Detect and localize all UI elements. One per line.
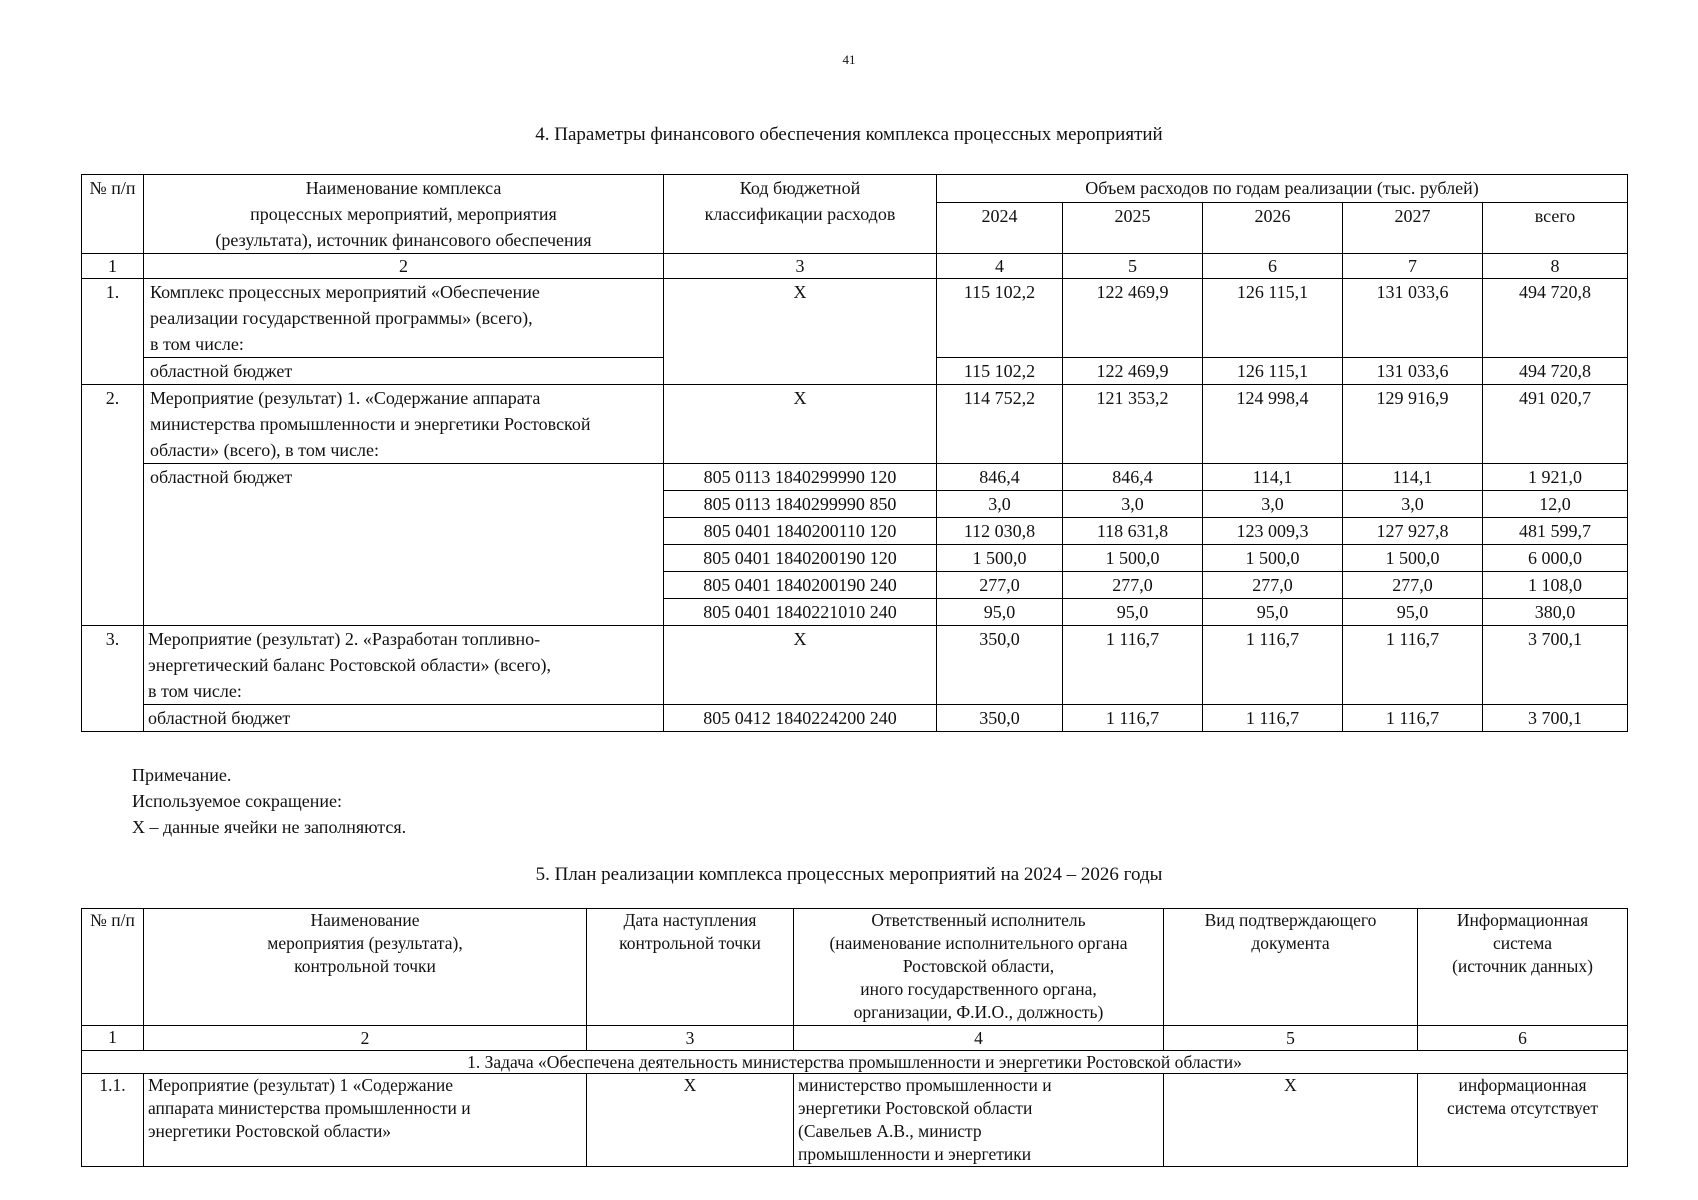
cell-value: 1 500,0 xyxy=(1203,545,1343,572)
cell-value: 95,0 xyxy=(1063,599,1203,626)
budget-code: 805 0401 1840221010 240 xyxy=(664,599,937,626)
row-name xyxy=(144,279,664,358)
row-name-line: аппарата министерства промышленности и xyxy=(148,1098,471,1118)
header-name-line: (результата), источник финансового обеспечения xyxy=(215,230,592,250)
row-name-line: Мероприятие (результат) 2. «Разработан топливно- xyxy=(148,629,541,649)
header-line: Дата наступления xyxy=(623,910,757,930)
cell-value: 277,0 xyxy=(937,572,1063,599)
header-year-2025: 2025 xyxy=(1063,203,1203,254)
cell-value: 3 700,1 xyxy=(1483,705,1628,732)
cell-value: 491 020,7 xyxy=(1483,385,1628,464)
cell-value: 114,1 xyxy=(1343,464,1483,491)
cell-value: 126 115,1 xyxy=(1203,358,1343,385)
cell-value: 114 752,2 xyxy=(937,385,1063,464)
row-num: 1. xyxy=(82,279,144,385)
cell-value: 129 916,9 xyxy=(1343,385,1483,464)
row-name-line: реализации государственной программы» (всего), xyxy=(150,308,533,328)
header-num: № п/п xyxy=(82,909,144,1026)
row-name xyxy=(144,626,664,705)
cell-value: 131 033,6 xyxy=(1343,279,1483,358)
section-4-title: 4. Параметры финансового обеспечения комплекса процессных мероприятий xyxy=(535,124,1163,145)
col-number: 4 xyxy=(937,254,1063,279)
row-info-line: информационная xyxy=(1458,1075,1587,1095)
header-line: Информационная xyxy=(1456,910,1589,930)
cell-value: 95,0 xyxy=(1343,599,1483,626)
row-name xyxy=(144,1074,587,1167)
cell-value: 114,1 xyxy=(1203,464,1343,491)
row-responsible-line: (Савельев А.В., министр xyxy=(798,1121,982,1141)
row-name-line: министерства промышленности и энергетики Ростовской xyxy=(150,414,591,434)
cell-value: 494 720,8 xyxy=(1483,279,1628,358)
cell-value: 122 469,9 xyxy=(1063,279,1203,358)
col-number: 3 xyxy=(664,254,937,279)
row-code: X xyxy=(664,385,937,464)
note-line: Х – данные ячейки не заполняются. xyxy=(132,817,407,837)
col-number: 7 xyxy=(1343,254,1483,279)
row-responsible-line: министерство промышленности и xyxy=(798,1075,1052,1095)
row-name xyxy=(144,385,664,464)
header-row xyxy=(82,175,1628,203)
table-row xyxy=(82,626,1628,705)
table-note xyxy=(132,762,406,840)
header-line: Ростовской области, xyxy=(902,956,1055,976)
header-total: всего xyxy=(1483,203,1628,254)
header-info-system xyxy=(1418,909,1628,1026)
cell-value: 123 009,3 xyxy=(1203,518,1343,545)
cell-value: 1 500,0 xyxy=(937,545,1063,572)
header-line: контрольной точки xyxy=(619,933,761,953)
task-row xyxy=(82,1051,1628,1074)
header-code xyxy=(664,175,937,254)
budget-code: 805 0401 1840200190 240 xyxy=(664,572,937,599)
cell-value: 12,0 xyxy=(1483,491,1628,518)
header-line: Ответственный исполнитель xyxy=(871,910,1086,930)
row-responsible-line: энергетики Ростовской области xyxy=(798,1098,1033,1118)
cell-value: 3 700,1 xyxy=(1483,626,1628,705)
header-line: Вид подтверждающего xyxy=(1204,910,1377,930)
header-name xyxy=(144,175,664,254)
cell-value: 3,0 xyxy=(1343,491,1483,518)
header-line: документа xyxy=(1251,933,1330,953)
row-name-line: Комплекс процессных мероприятий «Обеспечение xyxy=(150,282,540,302)
header-year-2024: 2024 xyxy=(937,203,1063,254)
cell-value: 846,4 xyxy=(937,464,1063,491)
task-title: 1. Задача «Обеспечена деятельность министерства промышленности и энергетики Ростовской области» xyxy=(82,1051,1628,1074)
cell-value: 350,0 xyxy=(937,705,1063,732)
col-number: 2 xyxy=(144,254,664,279)
cell-value: 1 108,0 xyxy=(1483,572,1628,599)
header-line: иного государственного органа, xyxy=(860,979,1097,999)
column-numbers-row xyxy=(82,1026,1628,1051)
row-name-line: Мероприятие (результат) 1 «Содержание xyxy=(148,1075,454,1095)
col-number: 5 xyxy=(1164,1026,1418,1051)
header-line: Наименование xyxy=(310,910,420,930)
header-year-2027: 2027 xyxy=(1343,203,1483,254)
note-line: Используемое сокращение: xyxy=(132,791,342,811)
header-responsible xyxy=(794,909,1164,1026)
header-code-line: классификации расходов xyxy=(704,204,896,224)
header-line: (наименование исполнительного органа xyxy=(829,933,1128,953)
col-number: 1 xyxy=(82,1026,144,1051)
header-date xyxy=(587,909,794,1026)
cell-value: 95,0 xyxy=(937,599,1063,626)
cell-value: 1 500,0 xyxy=(1343,545,1483,572)
row-document: X xyxy=(1164,1074,1418,1167)
header-name xyxy=(144,909,587,1026)
cell-value: 481 599,7 xyxy=(1483,518,1628,545)
row-code: X xyxy=(664,279,937,385)
row-info-system xyxy=(1418,1074,1628,1167)
col-number: 3 xyxy=(587,1026,794,1051)
row-name-line: энергетики Ростовской области» xyxy=(148,1121,392,1141)
row-responsible-line: промышленности и энергетики xyxy=(798,1144,1032,1164)
row-num: 3. xyxy=(82,626,144,732)
column-numbers-row xyxy=(82,254,1628,279)
row-name-line: области» (всего), в том числе: xyxy=(150,440,380,460)
cell-value: 1 116,7 xyxy=(1203,626,1343,705)
cell-value: 1 116,7 xyxy=(1063,626,1203,705)
implementation-plan-table xyxy=(81,908,1628,1167)
row-num: 1.1. xyxy=(82,1074,144,1167)
note-line: Примечание. xyxy=(132,765,232,785)
cell-value: 95,0 xyxy=(1203,599,1343,626)
table-row xyxy=(82,279,1628,358)
cell-value: 115 102,2 xyxy=(937,279,1063,358)
cell-value: 122 469,9 xyxy=(1063,358,1203,385)
cell-value: 350,0 xyxy=(937,626,1063,705)
col-number: 5 xyxy=(1063,254,1203,279)
cell-value: 126 115,1 xyxy=(1203,279,1343,358)
row-name-line: энергетический баланс Ростовской области» (всего), xyxy=(148,655,552,675)
budget-code: 805 0412 1840224200 240 xyxy=(664,705,937,732)
header-line: мероприятия (результата), xyxy=(267,933,463,953)
budget-code: 805 0401 1840200110 120 xyxy=(664,518,937,545)
row-name-line: в том числе: xyxy=(150,334,244,354)
cell-value: 3,0 xyxy=(1063,491,1203,518)
header-name-line: Наименование комплекса xyxy=(305,178,502,198)
cell-value: 124 998,4 xyxy=(1203,385,1343,464)
row-num: 2. xyxy=(82,385,144,626)
row-date: X xyxy=(587,1074,794,1167)
cell-value: 1 116,7 xyxy=(1343,705,1483,732)
row-responsible xyxy=(794,1074,1164,1167)
header-volume: Объем расходов по годам реализации (тыс. рублей) xyxy=(937,175,1628,203)
cell-value: 121 353,2 xyxy=(1063,385,1203,464)
header-name-line: процессных мероприятий, мероприятия xyxy=(250,204,557,224)
cell-value: 1 921,0 xyxy=(1483,464,1628,491)
budget-code: 805 0113 1840299990 120 xyxy=(664,464,937,491)
table-row xyxy=(82,464,1628,491)
col-number: 4 xyxy=(794,1026,1164,1051)
table-row xyxy=(82,1074,1628,1167)
section-5-title: 5. План реализации комплекса процессных мероприятий на 2024 – 2026 годы xyxy=(535,864,1163,885)
header-line: организации, Ф.И.О., должность) xyxy=(853,1002,1104,1022)
cell-value: 1 116,7 xyxy=(1343,626,1483,705)
cell-value: 846,4 xyxy=(1063,464,1203,491)
table-row xyxy=(82,705,1628,732)
col-number: 2 xyxy=(144,1026,587,1051)
row-name-line: Мероприятие (результат) 1. «Содержание аппарата xyxy=(150,388,541,408)
cell-value: 115 102,2 xyxy=(937,358,1063,385)
header-line: система xyxy=(1492,933,1553,953)
cell-value: 1 500,0 xyxy=(1063,545,1203,572)
table-row xyxy=(82,385,1628,464)
cell-value: 3,0 xyxy=(1203,491,1343,518)
header-document xyxy=(1164,909,1418,1026)
cell-value: 6 000,0 xyxy=(1483,545,1628,572)
header-code-line: Код бюджетной xyxy=(739,178,861,198)
header-line: контрольной точки xyxy=(294,956,436,976)
financing-table xyxy=(81,174,1628,732)
col-number: 6 xyxy=(1203,254,1343,279)
header-line: (источник данных) xyxy=(1452,956,1593,976)
cell-value: 277,0 xyxy=(1203,572,1343,599)
row-info-line: система отсутствует xyxy=(1447,1098,1598,1118)
budget-label: областной бюджет xyxy=(144,705,664,732)
col-number: 6 xyxy=(1418,1026,1628,1051)
cell-value: 494 720,8 xyxy=(1483,358,1628,385)
cell-value: 127 927,8 xyxy=(1343,518,1483,545)
cell-value: 380,0 xyxy=(1483,599,1628,626)
cell-value: 1 116,7 xyxy=(1063,705,1203,732)
header-year-2026: 2026 xyxy=(1203,203,1343,254)
page-number: 41 xyxy=(842,52,856,67)
cell-value: 118 631,8 xyxy=(1063,518,1203,545)
cell-value: 1 116,7 xyxy=(1203,705,1343,732)
budget-code: 805 0401 1840200190 120 xyxy=(664,545,937,572)
cell-value: 277,0 xyxy=(1063,572,1203,599)
header-row xyxy=(82,909,1628,1026)
budget-label: областной бюджет xyxy=(144,358,664,385)
cell-value: 3,0 xyxy=(937,491,1063,518)
budget-code: 805 0113 1840299990 850 xyxy=(664,491,937,518)
row-code: X xyxy=(664,626,937,705)
budget-label: областной бюджет xyxy=(144,464,664,626)
header-num: № п/п xyxy=(82,175,144,254)
cell-value: 277,0 xyxy=(1343,572,1483,599)
col-number: 1 xyxy=(82,254,144,279)
cell-value: 112 030,8 xyxy=(937,518,1063,545)
col-number: 8 xyxy=(1483,254,1628,279)
row-name-line: в том числе: xyxy=(148,681,242,701)
cell-value: 131 033,6 xyxy=(1343,358,1483,385)
